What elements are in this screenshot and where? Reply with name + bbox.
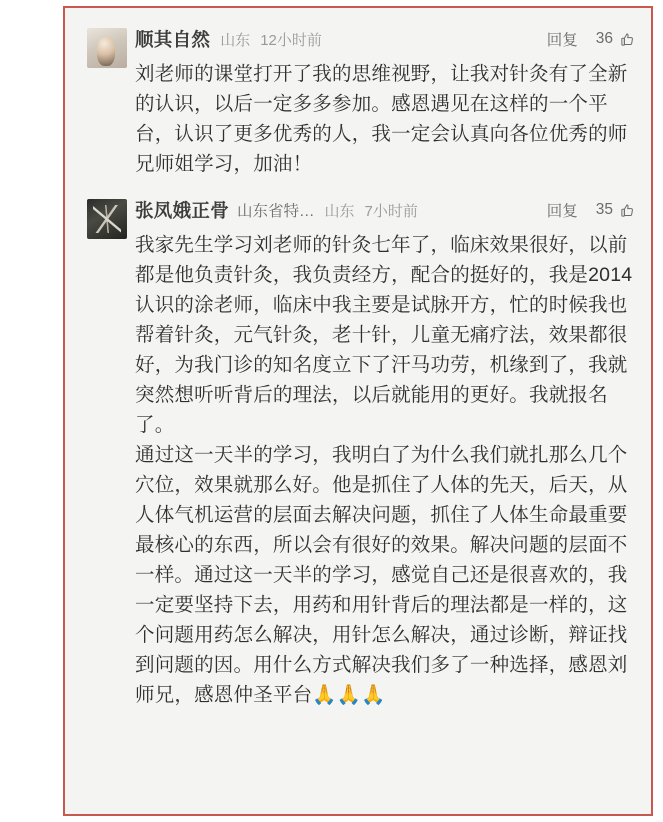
- like-button[interactable]: [596, 201, 635, 219]
- comment-card-frame: [63, 6, 653, 816]
- comment-timestamp: 12小时前: [260, 31, 322, 49]
- reply-button[interactable]: 回复: [546, 203, 578, 220]
- comment-region: 山东: [220, 31, 251, 49]
- comment-timestamp: 7小时前: [364, 202, 418, 220]
- reply-button[interactable]: 回复: [546, 32, 578, 49]
- comment-list: [65, 8, 651, 736]
- comment-author-name[interactable]: 顺其自然: [135, 29, 211, 50]
- comment-body-paragraph-1: 我家先生学习刘老师的针灸七年了，临床效果很好，以前都是他负责针灸，我负责经方，配合的挺好的，我是2014认识的涂老师，临床中我主要是试脉开方，忙的时候我也帮着针灸，元气针灸，老十针，儿童无痛疗法，效果都很好，为我门诊的知名度立下了汗马功劳，机缘到了，我就突然想听听背后的理法，以后就能用的更好。我就报名了。: [135, 234, 633, 436]
- comment-header: [135, 197, 635, 223]
- comment-body-paragraph-2: 通过这一天半的学习，我明白了为什么我们就扎那么几个穴位，效果就那么好。他是抓住了人体的先天，后天，从人体气机运营的层面去解决问题，抓住了人体生命最重要最核心的东西，所以会有很好的效果。解决问题的层面不一样。通过这一天半的学习，感觉自己还是很喜欢的，我一定要坚持下去，用药和用针背后的理法都是一样的，这个问题用药怎么解决，用针怎么解决，通过诊断，辩证找到问题的因。用什么方式解决我们多了一种选择，感恩刘师兄，感恩仲圣平台🙏🙏🙏: [135, 444, 628, 706]
- avatar[interactable]: [87, 28, 127, 68]
- comment-region: 山东: [324, 202, 355, 220]
- comment-author-name[interactable]: 张凤娥正骨: [135, 200, 230, 221]
- comment-header: [135, 26, 635, 52]
- list-item[interactable]: [81, 197, 635, 710]
- list-item[interactable]: [81, 26, 635, 179]
- thumbs-up-icon: [620, 203, 635, 218]
- avatar[interactable]: [87, 199, 127, 239]
- page-left-margin: [0, 0, 63, 822]
- like-count: 36: [595, 30, 613, 47]
- author-badge: 山东省特…: [237, 203, 315, 220]
- like-count: 35: [595, 201, 613, 218]
- like-button[interactable]: [596, 30, 635, 48]
- thumbs-up-icon: [620, 32, 635, 47]
- page-bottom-margin: [0, 816, 663, 822]
- comment-body: 刘老师的课堂打开了我的思维视野，让我对针灸有了全新的认识，以后一定多多参加。感恩遇见在这样的一个平台，认识了更多优秀的人，我一定会认真向各位优秀的师兄师姐学习，加油！: [135, 63, 628, 175]
